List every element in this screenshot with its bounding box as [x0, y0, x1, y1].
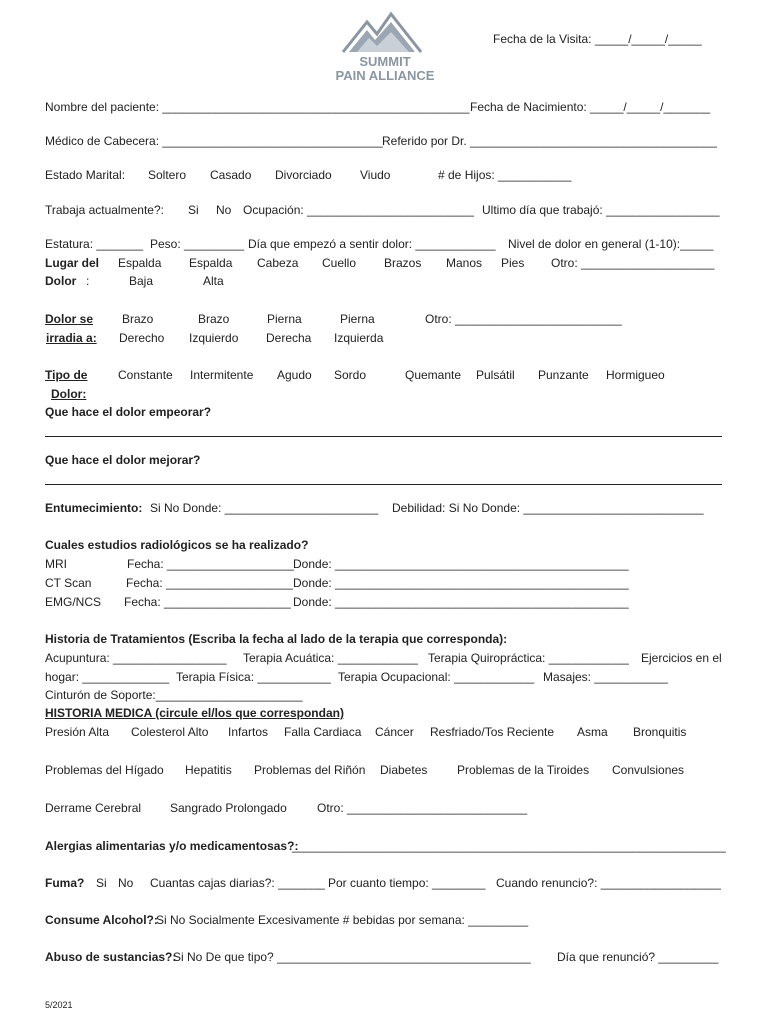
location-option[interactable]: Espalda [189, 256, 233, 270]
occupation-field[interactable]: Ocupación: _________________________ [243, 203, 474, 217]
imaging-date-field[interactable]: Fecha: ___________________ [126, 576, 293, 590]
condition-option[interactable]: Problemas del Hígado [45, 763, 164, 777]
medical-history-title: HISTORIA MEDICA (circule el/los que correspondan) [45, 706, 344, 720]
imaging-title: Cuales estudios radiológicos se ha realizado? [45, 538, 309, 552]
dob-field[interactable]: Fecha de Nacimiento: _____/_____/_______ [470, 100, 711, 114]
physical-therapy-field[interactable]: Terapia Física: ___________ [176, 670, 331, 684]
condition-option[interactable]: Colesterol Alto [131, 725, 209, 739]
condition-option[interactable]: Resfriado/Tos Reciente [430, 725, 555, 739]
revision-date: 5/2021 [45, 1000, 73, 1010]
marital-label: Estado Marital: [45, 168, 126, 182]
condition-option[interactable]: Presión Alta [45, 725, 110, 739]
numbness-field[interactable]: Si No Donde: _______________________ [150, 501, 379, 515]
exercise-label: Ejercicios en el [641, 651, 722, 665]
radiates-option[interactable]: Izquierda [334, 331, 384, 345]
imaging-date-field[interactable]: Fecha: ___________________ [127, 557, 294, 571]
summit-logo [325, 8, 445, 86]
pain-type-option[interactable]: Punzante [538, 368, 589, 382]
primary-doctor-field[interactable]: Médico de Cabecera: _________________________________ [45, 134, 383, 148]
condition-option[interactable]: Diabetes [380, 763, 428, 777]
pain-type-option[interactable]: Intermitente [190, 368, 254, 382]
referred-by-field[interactable]: Referido por Dr. _____________________________________ [382, 134, 717, 148]
smoke-quit-field[interactable]: Cuando renuncio?: __________________ [496, 876, 721, 890]
height-field[interactable]: Estatura: _______ [45, 237, 144, 251]
colon: : [86, 274, 90, 288]
smoke-duration-field[interactable]: Por cuanto tiempo: ________ [328, 876, 486, 890]
condition-option[interactable]: Convulsiones [612, 763, 685, 777]
radiates-label: irradia a: [46, 331, 97, 345]
better-answer-line[interactable] [45, 484, 722, 485]
logo-line2: PAIN ALLIANCE [335, 68, 435, 83]
condition-option[interactable]: Cáncer [375, 725, 414, 739]
allergies-field[interactable]: _________________________________________________________________ [292, 839, 726, 853]
condition-option[interactable]: Sangrado Prolongado [170, 801, 287, 815]
radiates-other-field[interactable]: Otro: _________________________ [425, 312, 622, 326]
aquatic-field[interactable]: Terapia Acuática: ____________ [243, 651, 418, 665]
pain-type-option[interactable]: Pulsátil [476, 368, 515, 382]
pain-start-field[interactable]: Día que empezó a sentir dolor: ____________ [248, 237, 496, 251]
location-option[interactable]: Cabeza [257, 256, 299, 270]
condition-option[interactable]: Falla Cardiaca [284, 725, 362, 739]
imaging-location-field[interactable]: Donde: ____________________________________________ [293, 557, 629, 571]
support-belt-field[interactable]: Cinturón de Soporte:______________________ [45, 688, 303, 702]
condition-option[interactable]: Bronquitis [633, 725, 687, 739]
imaging-name: EMG/NCS [45, 595, 102, 609]
imaging-name: MRI [45, 557, 67, 571]
marital-option[interactable]: Divorciado [275, 168, 332, 182]
patient-name-field[interactable]: Nombre del paciente: ______________________________________________ [45, 100, 470, 114]
alcohol-label: Consume Alcohol?: [45, 913, 158, 927]
condition-option[interactable]: Hepatitis [185, 763, 232, 777]
marital-option[interactable]: Casado [210, 168, 252, 182]
radiates-option[interactable]: Pierna [340, 312, 375, 326]
packs-per-day-field[interactable]: Cuantas cajas diarias?: _______ [150, 876, 325, 890]
mountain-icon [325, 8, 445, 58]
imaging-location-field[interactable]: Donde: ____________________________________________ [293, 595, 629, 609]
pain-type-option[interactable]: Hormigueo [606, 368, 665, 382]
children-field[interactable]: # de Hijos: ___________ [438, 168, 572, 182]
substance-label: Abuso de sustancias?: [45, 950, 177, 964]
treatment-title: Historia de Tratamientos (Escriba la fecha al lado de la terapia que corresponda): [45, 632, 508, 646]
allergies-label: Alergias alimentarias y/o medicamentosas?: [45, 839, 299, 853]
location-option[interactable]: Pies [501, 256, 525, 270]
pain-type-label: Tipo de [45, 368, 88, 382]
condition-option[interactable]: Derrame Cerebral [45, 801, 142, 815]
smoke-yes[interactable]: Si [96, 876, 107, 890]
weight-field[interactable]: Peso: _________ [150, 237, 245, 251]
visit-date-field[interactable]: Fecha de la Visita: _____/_____/_____ [493, 32, 702, 46]
radiates-option[interactable]: Derecha [266, 331, 312, 345]
home-exercise-field[interactable]: hogar: _____________ [45, 670, 170, 684]
radiates-option[interactable]: Brazo [198, 312, 230, 326]
radiates-option[interactable]: Brazo [122, 312, 154, 326]
alcohol-field[interactable]: Si No Socialmente Excesivamente # bebidas por semana: _________ [156, 913, 529, 927]
weakness-field[interactable]: Debilidad: Si No Donde: ___________________________ [392, 501, 704, 515]
location-option[interactable]: Cuello [322, 256, 357, 270]
radiates-option[interactable]: Derecho [119, 331, 165, 345]
condition-option[interactable]: Problemas del Riñón [254, 763, 366, 777]
numbness-label: Entumecimiento: [45, 501, 143, 515]
location-option[interactable]: Alta [203, 274, 224, 288]
imaging-name: CT Scan [45, 576, 92, 590]
working-no[interactable]: No [216, 203, 232, 217]
radiates-option[interactable]: Izquierdo [189, 331, 239, 345]
substance-field[interactable]: Si No De que tipo? ______________________________________ [173, 950, 531, 964]
logo-line1: SUMMIT [359, 54, 411, 69]
location-other-field[interactable]: Otro: ____________________ [551, 256, 715, 270]
radiates-option[interactable]: Pierna [267, 312, 302, 326]
location-option[interactable]: Baja [129, 274, 154, 288]
worse-answer-line[interactable] [45, 436, 722, 437]
radiates-label: Dolor se [45, 312, 94, 326]
working-yes[interactable]: Si [188, 203, 199, 217]
massage-field[interactable]: Masajes: ___________ [543, 670, 668, 684]
pain-type-label: Dolor: [51, 387, 87, 401]
condition-option[interactable]: Infartos [228, 725, 269, 739]
last-workday-field[interactable]: Ultimo día que trabajó: _________________ [482, 203, 720, 217]
location-option[interactable]: Brazos [384, 256, 422, 270]
marital-option[interactable]: Viudo [360, 168, 391, 182]
pain-type-option[interactable]: Constante [118, 368, 173, 382]
pain-location-label: Lugar del [45, 256, 100, 270]
location-option[interactable]: Espalda [118, 256, 162, 270]
smoke-no[interactable]: No [118, 876, 134, 890]
better-question: Que hace el dolor mejorar? [45, 453, 201, 467]
pain-type-option[interactable]: Sordo [334, 368, 367, 382]
condition-other-field[interactable]: Otro: ___________________________ [317, 801, 528, 815]
condition-option[interactable]: Asma [577, 725, 608, 739]
smoke-label: Fuma? [45, 876, 85, 890]
imaging-date-field[interactable]: Fecha: ___________________ [124, 595, 291, 609]
occupational-therapy-field[interactable]: Terapia Ocupacional: ____________ [338, 670, 535, 684]
acupuncture-field[interactable]: Acupuntura: _________________ [45, 651, 227, 665]
imaging-location-field[interactable]: Donde: ____________________________________________ [293, 576, 629, 590]
chiro-field[interactable]: Terapia Quiropráctica: ____________ [428, 651, 629, 665]
location-option[interactable]: Manos [446, 256, 483, 270]
substance-quit-field[interactable]: Día que renunció? _________ [557, 950, 719, 964]
marital-option[interactable]: Soltero [148, 168, 187, 182]
pain-type-option[interactable]: Quemante [405, 368, 462, 382]
pain-location-label: Dolor [45, 274, 77, 288]
pain-level-field[interactable]: Nivel de dolor en general (1-10):_____ [508, 237, 714, 251]
condition-option[interactable]: Problemas de la Tiroides [457, 763, 590, 777]
pain-type-option[interactable]: Agudo [277, 368, 312, 382]
worse-question: Que hace el dolor empeorar? [45, 405, 212, 419]
working-label: Trabaja actualmente?: [45, 203, 164, 217]
